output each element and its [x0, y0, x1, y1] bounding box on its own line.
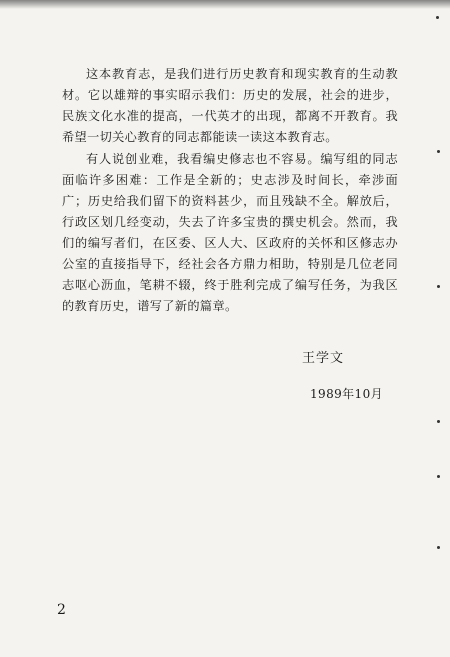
scan-top-edge	[0, 0, 450, 9]
scan-speck	[437, 420, 440, 423]
signature-date: 1989年10月	[310, 387, 384, 401]
scan-speck	[437, 546, 440, 549]
scan-speck	[436, 16, 439, 19]
scan-speck	[437, 285, 440, 288]
page-number: 2	[57, 602, 66, 618]
scan-speck	[437, 475, 440, 478]
paragraph-2: 有人说创业难，我看编史修志也不容易。编写组的同志面临许多困难：工作是全新的；史志涉及时间长，牵涉面广；历史给我们留下的资料甚少，而且残缺不全。解放后，行政区划几经变动，失去了许多宝贵的撰史机会。然而，我们的编写者们，在区委、区人大、区政府的关怀和区修志办公室的直接指导下，经社会各方鼎力相助，特别是几位老同志呕心沥血，笔耕不辍，终于胜利完成了编写任务，为我区的教育历史，谱写了新的篇章。	[62, 152, 398, 313]
scan-speck	[437, 150, 440, 153]
author-name: 王学文	[302, 351, 345, 366]
paragraph-1: 这本教育志，是我们进行历史教育和现实教育的生动教材。它以雄辩的事实昭示我们：历史的发展，社会的进步，民族文化水准的提高，一代英才的出现，都离不开教育。我希望一切关心教育的同志都能读一读这本教育志。	[62, 67, 398, 144]
body-text	[62, 64, 398, 318]
